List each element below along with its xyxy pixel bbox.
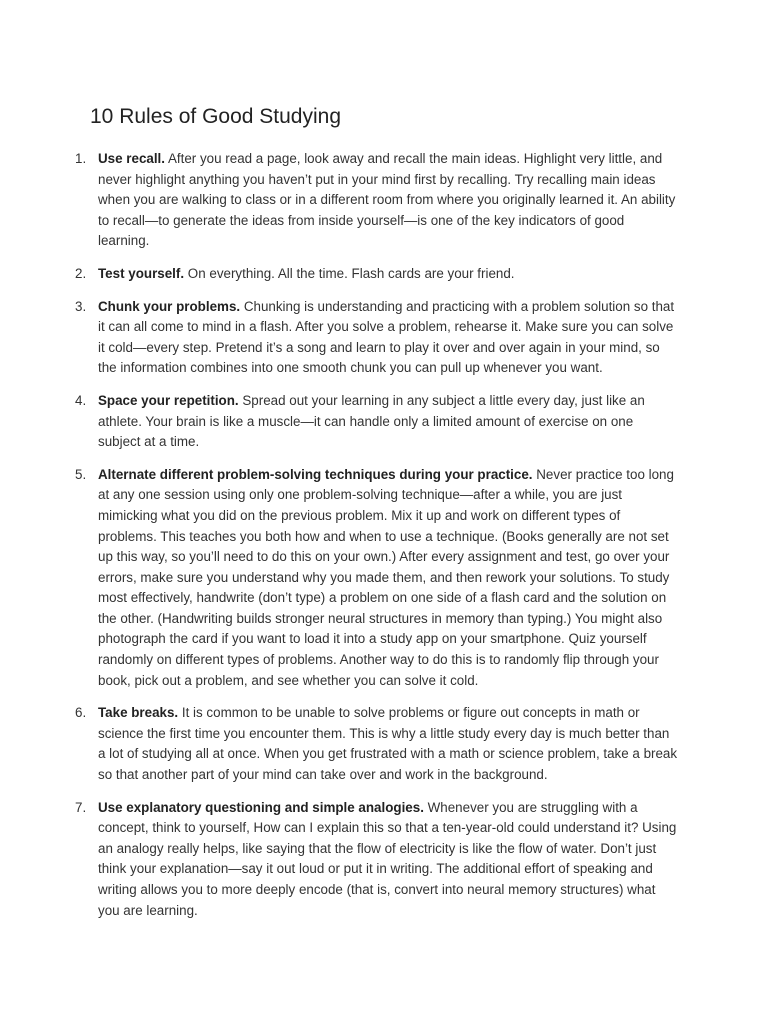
rule-item-5: [0, 465, 768, 692]
rule-number: 1.: [75, 151, 87, 166]
rule-text: Chunking is understanding and practicing with a problem solution so that it can all come to mind in a flash. After you solve a problem, rehearse it. Make sure you can solve it cold—every step. Pretend it’s a song and learn to play it over and over again in your mind, so the information combines into one smooth chunk you can pull up whenever you want.: [98, 298, 675, 376]
rule-number: 4.: [75, 392, 87, 408]
rule-text: Spread out your learning in any subject a little every day, just like an athlete. Your brain is like a muscle—it can handle only a limited amount of exercise on one subject at a time.: [98, 392, 645, 450]
rule-text: On everything. All the time. Flash cards are your friend.: [184, 265, 515, 281]
rule-heading: Use explanatory questioning and simple analogies.: [98, 799, 424, 815]
rule-item-2: [0, 264, 768, 285]
rule-heading: Test yourself.: [98, 265, 185, 281]
rule-heading: Chunk your problems.: [98, 298, 241, 314]
document-title: 10 Rules of Good Studying: [90, 105, 341, 128]
rule-number: 5.: [75, 466, 87, 482]
rule-heading: Take breaks.: [98, 705, 179, 721]
rule-text: After you read a page, look away and recall the main ideas. Highlight very little, and never highlight anything you haven’t put in your mind first by recalling. Try recalling main ideas when you are walking to class or in a different room from where you originally learned it. An ability to recall—to generate the ideas from inside yourself—is one of the key indicators of good learning.: [98, 151, 676, 249]
rule-item-4: [0, 391, 768, 453]
rule-text: Whenever you are struggling with a concept, think to yourself, How can I explain this so that a ten-year-old could understand it? Using an analogy really helps, like saying that the flow of electricity is like the flow of water. Don’t just think your explanation—say it out loud or put it in writing. The additional effort of speaking and writing allows you to more deeply encode (that is, convert into neural memory structures) what you are learning.: [98, 799, 677, 918]
rule-heading: Alternate different problem-solving techniques during your practice.: [98, 466, 533, 482]
rule-heading: Use recall.: [98, 151, 165, 166]
rule-item-7: [0, 798, 768, 922]
rule-number: 7.: [75, 799, 87, 815]
rule-item-6: [0, 703, 768, 785]
rules-list: [0, 149, 768, 933]
rule-text: Never practice too long at any one session using only one problem-solving technique—after a while, you are just mimicking what you did on the previous problem. Mix it up and work on different types of problems. This teaches you both how and when to use a technique. (Books generally are not set up this way, so you’ll need to do this on your own.) After every assignment and test, go over your errors, make sure you understand why you made them, and then rework your solutions. To study most effectively, handwrite (don’t type) a problem on one side of a flash card and the solution on the other. (Handwriting builds stronger neural structures in memory than typing.) You might also photograph the card if you want to load it into a study app on your smartphone. Quiz yourself randomly on different types of problems. Another way to do this is to randomly flip through your book, pick out a problem, and see whether you can solve it cold.: [98, 466, 674, 688]
rule-item-3: [0, 297, 768, 379]
rule-item-1: [0, 149, 768, 252]
rule-heading: Space your repetition.: [98, 392, 239, 408]
rule-number: 3.: [75, 298, 87, 314]
rule-number: 6.: [75, 705, 87, 721]
rule-text: It is common to be unable to solve problems or figure out concepts in math or science the first time you encounter them. This is why a little study every day is much better than a lot of studying all at once. When you get frustrated with a math or science problem, take a break so that another part of your mind can take over and work in the background.: [98, 705, 678, 783]
rule-number: 2.: [75, 265, 87, 281]
